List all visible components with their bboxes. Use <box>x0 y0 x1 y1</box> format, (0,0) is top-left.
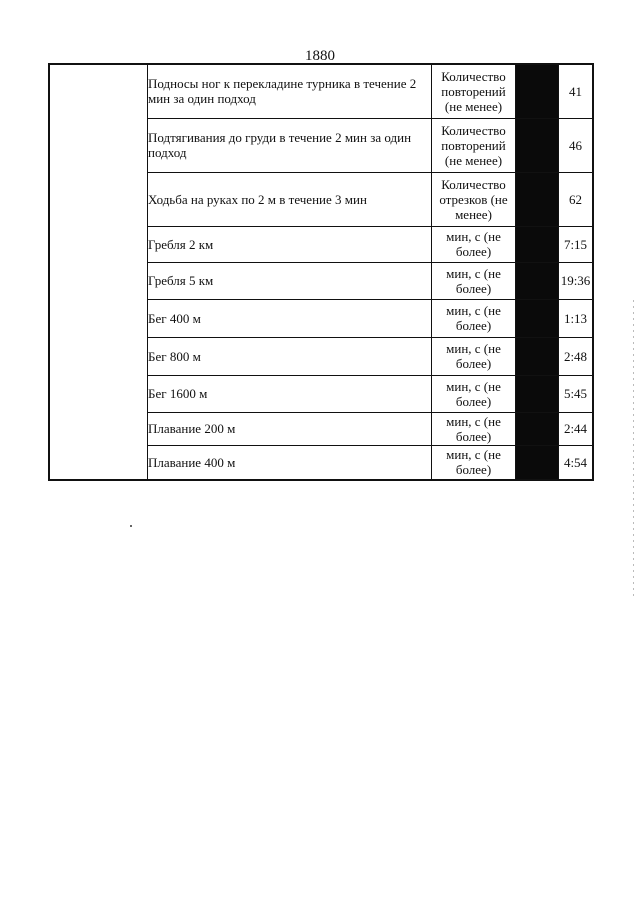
unit-cell: мин, с (не более) <box>432 226 516 262</box>
exercise-cell: Бег 1600 м <box>148 375 432 412</box>
blacked-out-cell <box>516 445 559 480</box>
exercise-cell: Плавание 200 м <box>148 412 432 445</box>
exercise-cell: Подносы ног к перекладине турника в течение 2 мин за один подход <box>148 64 432 118</box>
unit-cell: мин, с (не более) <box>432 445 516 480</box>
value-cell: 2:44 <box>559 412 594 445</box>
unit-cell: мин, с (не более) <box>432 262 516 299</box>
exercise-cell: Гребля 5 км <box>148 262 432 299</box>
value-cell: 2:48 <box>559 337 594 375</box>
blacked-out-cell <box>516 299 559 337</box>
unit-cell: Количество повторений (не менее) <box>432 64 516 118</box>
value-cell: 19:36 <box>559 262 594 299</box>
value-cell: 46 <box>559 118 594 172</box>
value-cell: 7:15 <box>559 226 594 262</box>
value-cell: 41 <box>559 64 594 118</box>
unit-cell: мин, с (не более) <box>432 375 516 412</box>
unit-cell: Количество отрезков (не менее) <box>432 172 516 226</box>
blacked-out-cell <box>516 412 559 445</box>
unit-cell: мин, с (не более) <box>432 412 516 445</box>
blacked-out-cell <box>516 172 559 226</box>
exercise-cell: Бег 800 м <box>148 337 432 375</box>
value-cell: 62 <box>559 172 594 226</box>
table-row <box>49 64 593 118</box>
value-cell: 4:54 <box>559 445 594 480</box>
scan-speck <box>130 525 132 527</box>
blacked-out-cell <box>516 337 559 375</box>
unit-cell: мин, с (не более) <box>432 337 516 375</box>
value-cell: 1:13 <box>559 299 594 337</box>
unit-cell: Количество повторений (не менее) <box>432 118 516 172</box>
blacked-out-cell <box>516 64 559 118</box>
blacked-out-cell <box>516 226 559 262</box>
exercise-cell: Бег 400 м <box>148 299 432 337</box>
standards-table <box>48 63 594 481</box>
blacked-out-cell <box>516 118 559 172</box>
value-cell: 5:45 <box>559 375 594 412</box>
scan-edge-mark <box>633 300 634 600</box>
empty-category-cell <box>49 64 148 480</box>
blacked-out-cell <box>516 262 559 299</box>
unit-cell: мин, с (не более) <box>432 299 516 337</box>
exercise-cell: Ходьба на руках по 2 м в течение 3 мин <box>148 172 432 226</box>
exercise-cell: Плавание 400 м <box>148 445 432 480</box>
exercise-cell: Гребля 2 км <box>148 226 432 262</box>
page-number: 1880 <box>305 48 335 64</box>
blacked-out-cell <box>516 375 559 412</box>
exercise-cell: Подтягивания до груди в течение 2 мин за один подход <box>148 118 432 172</box>
